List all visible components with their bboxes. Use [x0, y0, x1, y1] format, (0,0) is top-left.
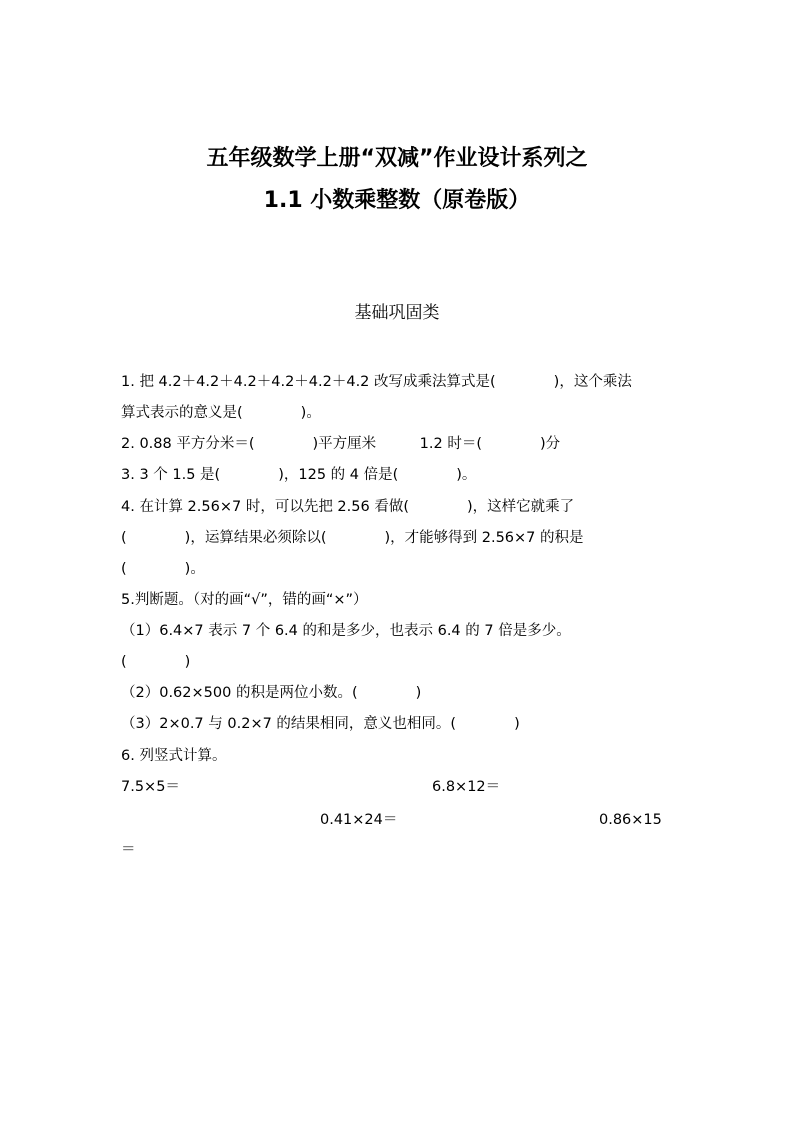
calculation-2: 6.8×12＝	[432, 779, 501, 795]
document-title-line-2: 1.1 小数乘整数（原卷版）	[263, 188, 531, 213]
question-1-line-2: 算式表示的意义是( )。	[121, 405, 321, 421]
question-4-line-2: ( )，运算结果必须除以( )，才能够得到 2.56×7 的积是	[121, 530, 584, 546]
question-5-item-3: （3）2×0.7 与 0.2×7 的结果相同，意义也相同。( )	[121, 716, 520, 732]
question-5-item-1-line-1: （1）6.4×7 表示 7 个 6.4 的和是多少，也表示 6.4 的 7 倍是多少。	[121, 623, 571, 639]
calculation-4-equals: ＝	[121, 842, 136, 858]
document-title-line-1: 五年级数学上册“双减”作业设计系列之	[206, 146, 588, 171]
question-1-line-1: 1. 把 4.2＋4.2＋4.2＋4.2＋4.2＋4.2 改写成乘法算式是( )，这个乘法	[121, 374, 632, 390]
question-6-heading: 6. 列竖式计算。	[121, 748, 227, 764]
section-heading: 基础巩固类	[354, 303, 440, 323]
question-4-line-1: 4. 在计算 2.56×7 时，可以先把 2.56 看做( )，这样它就乘了	[121, 499, 575, 515]
question-3: 3. 3 个 1.5 是( )，125 的 4 倍是( )。	[121, 467, 477, 483]
question-4-line-3: ( )。	[121, 561, 205, 577]
question-5-item-2: （2）0.62×500 的积是两位小数。( )	[121, 685, 422, 701]
calculation-1: 7.5×5＝	[121, 779, 180, 795]
calculation-3: 0.41×24＝	[320, 812, 398, 828]
question-5-heading: 5.判断题。（对的画“√”，错的画“×”）	[121, 592, 368, 608]
question-5-item-1-line-2: ( )	[121, 654, 191, 670]
calculation-4: 0.86×15	[599, 812, 662, 828]
question-2: 2. 0.88 平方分米＝( )平方厘米 1.2 时＝( )分	[121, 436, 561, 452]
